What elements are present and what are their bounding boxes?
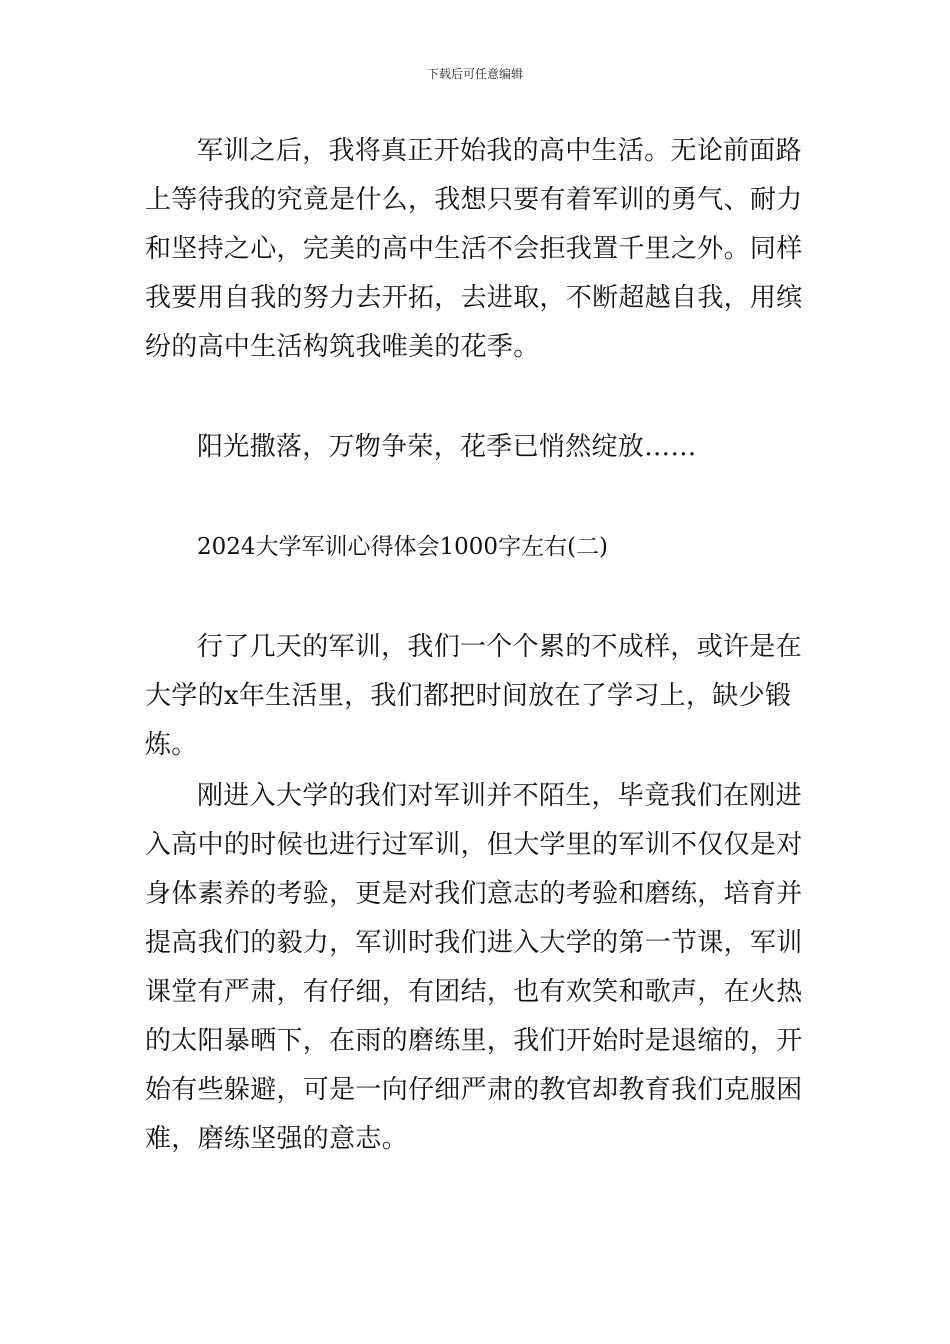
- page-header-note: 下载后可任意编辑: [426, 67, 523, 81]
- paragraph-tired-after-training: 行了几天的军训，我们一个个累的不成样，或许是在大学的x年生活里，我们都把时间放在了学习上，缺少锻炼。: [145, 632, 802, 760]
- section-heading: 2024大学军训心得体会1000字左右(二): [197, 534, 609, 560]
- paragraph-sunshine: 阳光撒落，万物争荣，花季已悄然绽放……: [197, 432, 697, 462]
- paragraph-military-training-ending: 军训之后，我将真正开始我的高中生活。无论前面路上等待我的究竟是什么，我想只要有着军训的勇气、耐力和坚持之心，完美的高中生活不会拒我置千里之外。同样我要用自我的努力去开拓，去进取，不断超越自我，用缤纷的高中生活构筑我唯美的花季。: [145, 136, 803, 362]
- paragraph-university-training: 刚进入大学的我们对军训并不陌生，毕竟我们在刚进入高中的时候也进行过军训，但大学里的军训不仅仅是对身体素养的考验，更是对我们意志的考验和磨练，培育并提高我们的毅力，军训时我们进入大学的第一节课，军训课堂有严肃，有仔细，有团结，也有欢笑和歌声，在火热的太阳暴晒下，在雨的磨练里，我们开始时是退缩的，开始有些躲避，可是一向仔细严肃的教官却教育我们克服困难，磨练坚强的意志。: [145, 781, 803, 1154]
